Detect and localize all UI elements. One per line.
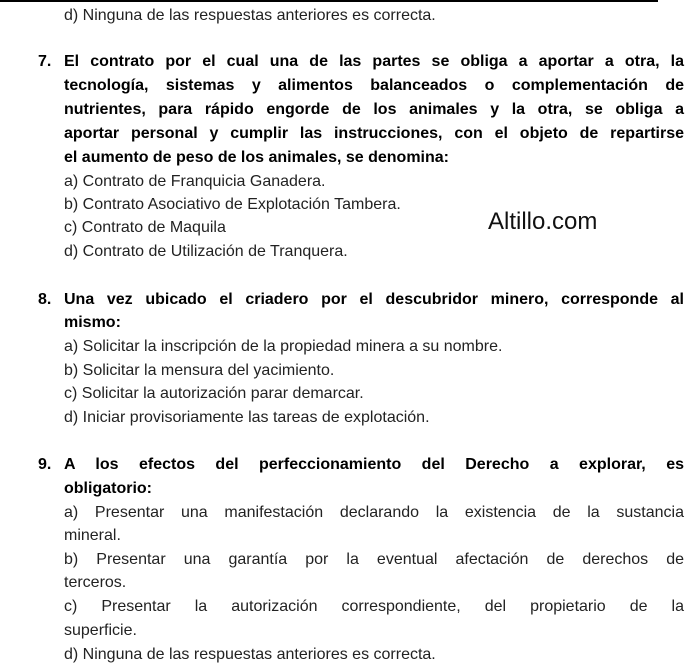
question-7-option-d: d) Contrato de Utilización de Tranquera.: [64, 243, 348, 260]
question-9-line-1: [38, 455, 684, 474]
question-8-option-d: d) Iniciar provisoriamente las tareas de explotación.: [64, 409, 430, 426]
question-7-number: 7.: [38, 53, 52, 70]
question-8-number: 8.: [38, 291, 52, 308]
question-7-line-3: nutrientes, para rápido engorde de los animales y la otra, se obliga a: [64, 101, 684, 118]
question-9-text-1: A los efectos del perfeccionamiento del Derecho a explorar, es: [64, 456, 684, 473]
question-7-line-1: [38, 52, 684, 71]
question-9-option-d: d) Ninguna de las respuestas anteriores es correcta.: [64, 646, 436, 663]
question-8-text-1: Una vez ubicado el criadero por el descubridor minero, corresponde al: [64, 291, 684, 308]
question-9-option-b-line-2: terceros.: [64, 574, 127, 591]
question-7-option-b: b) Contrato Asociativo de Explotación Tambera.: [64, 196, 401, 213]
question-8-option-b: b) Solicitar la mensura del yacimiento.: [64, 362, 335, 379]
question-9-option-a-line-2: mineral.: [64, 527, 121, 544]
question-7-line-4: aportar personal y cumplir las instrucciones, con el objeto de repartirse: [64, 125, 684, 142]
altillo-watermark: Altillo.com: [488, 208, 598, 235]
question-9-option-c-line-2: superficie.: [64, 622, 137, 639]
question-7-option-a: a) Contrato de Franquicia Ganadera.: [64, 173, 326, 190]
question-7-text-1: El contrato por el cual una de las partes se obliga a aportar a otra, la: [64, 53, 684, 70]
question-8-option-a: a) Solicitar la inscripción de la propiedad minera a su nombre.: [64, 338, 503, 355]
question-9-option-b-line-1: b) Presentar una garantía por la eventual afectación de derechos de: [64, 551, 684, 568]
question-7-line-5: el aumento de peso de los animales, se denomina:: [64, 149, 449, 166]
question-9-number: 9.: [38, 456, 52, 473]
prev-question-option-d: d) Ninguna de las respuestas anteriores es correcta.: [64, 7, 436, 24]
question-7-line-2: tecnología, sistemas y alimentos balanceados o complementación de: [64, 77, 684, 94]
question-9-option-c-line-1: c) Presentar la autorización correspondiente, del propietario de la: [64, 598, 684, 615]
question-8-line-1: [38, 290, 684, 309]
question-8-option-c: c) Solicitar la autorización parar demarcar.: [64, 385, 364, 402]
question-8-line-2: mismo:: [64, 314, 121, 331]
question-9-option-a-line-1: a) Presentar una manifestación declarando la existencia de la sustancia: [64, 504, 684, 521]
question-9-line-2: obligatorio:: [64, 480, 152, 497]
question-7-option-c: c) Contrato de Maquila: [64, 219, 226, 236]
top-divider: [0, 0, 658, 2]
